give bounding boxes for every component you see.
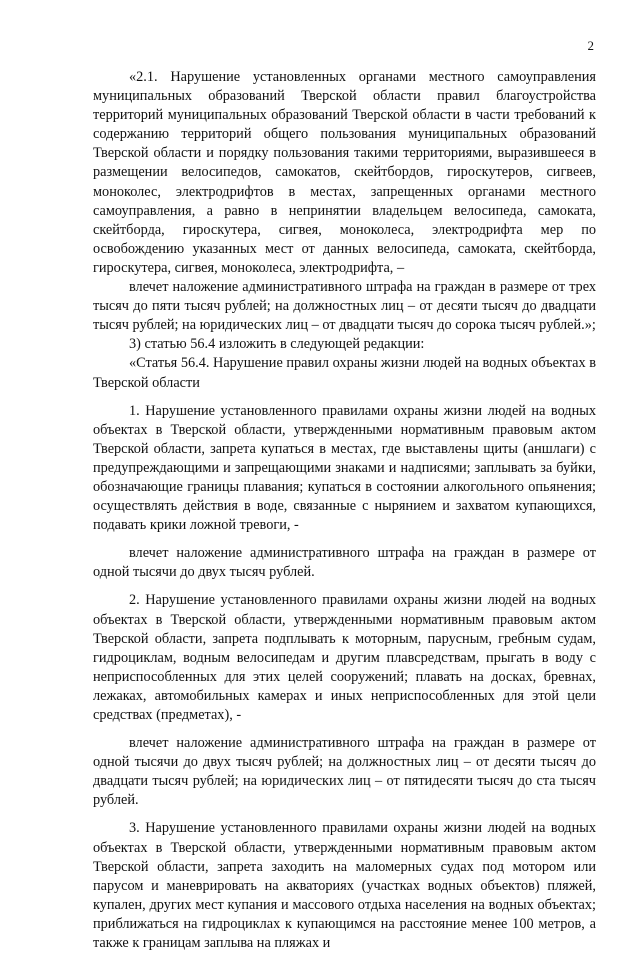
page-number: 2	[587, 38, 594, 53]
document-body	[93, 68, 596, 953]
paragraph-2-1-penalty: влечет наложение административного штрафа на граждан в размере от трех тысяч до пяти тысяч рублей; на должностных лиц – от десяти тысяч до двадцати тысяч рублей; на юридических лиц – от двадцати тысяч до сорока тысяч рублей.»;	[93, 279, 596, 334]
paragraph-part-1: 1. Нарушение установленного правилами охраны жизни людей на водных объектах в Тверской области, утвержденными нормативным правовым актом Тверской области, запрета купаться в местах, где выставлены щиты (аншлаги) с предупреждающими и запрещающими знаками и надписями; заплывать за буйки, обозначающие границы плавания; купаться в состоянии алкогольного опьянения; осуществлять действия в воде, связанные с нырянием и захватом купающихся, подавать крики ложной тревоги, -	[93, 402, 596, 534]
paragraph-part-3: 3. Нарушение установленного правилами охраны жизни людей на водных объектах в Тверской области, утвержденными нормативным правовым актом Тверской области, запрета заходить на маломерных судах под мотором или парусом и маневрировать на акваториях (участках водных объектов) пляжей, купален, других мест купания и массового отдыха населения на водных объектах; приближаться на гидроциклах к купающимся на расстояние менее 100 метров, а также к границам заплыва на пляжах и	[93, 820, 596, 952]
paragraph-part-1-penalty: влечет наложение административного штрафа на граждан в размере от одной тысячи до двух тысяч рублей.	[93, 545, 596, 581]
paragraph-article-56-4-title: «Статья 56.4. Нарушение правил охраны жизни людей на водных объектах в Тверской области	[93, 355, 596, 391]
paragraph-2-1-offense: «2.1. Нарушение установленных органами местного самоуправления муниципальных образований Тверской области правил благоустройства территорий муниципальных образований Тверской области в части требований к содержанию территорий общего пользования муниципальных образований Тверской области и порядку пользования такими территориями, выразившееся в размещении велосипедов, самокатов, скейтбордов, гироскутеров, сигвеев, моноколес, электродрифтов в местах, запрещенных органами местного самоуправления, а равно в непринятии владельцем велосипеда, самоката, скейтборда, гироскутера, сигвея, моноколеса, электродрифта мер по освобождению указанных мест от данных велосипеда, самоката, скейтборда, гироскутера, сигвея, моноколеса, электродрифта, –	[93, 69, 596, 276]
paragraph-amendment-3: 3) статью 56.4 изложить в следующей редакции:	[129, 336, 425, 353]
paragraph-part-2: 2. Нарушение установленного правилами охраны жизни людей на водных объектах в Тверской области, утвержденными нормативным правовым актом Тверской области, запрета подплывать к моторным, парусным, гребным судам, гидроциклам, водным велосипедам и другим плавсредствам, прыгать в воду с неприспособленных для этих целей сооружений; плавать на досках, бревнах, лежаках, автомобильных камерах и иных неприспособленных для этой цели средствах (предметах), -	[93, 592, 596, 723]
paragraph-part-2-penalty: влечет наложение административного штрафа на граждан в размере от одной тысячи до двух тысяч рублей; на должностных лиц – от десяти тысяч до двадцати тысяч рублей; на юридических лиц – от пятидесяти тысяч до ста тысяч рублей.	[93, 735, 596, 809]
